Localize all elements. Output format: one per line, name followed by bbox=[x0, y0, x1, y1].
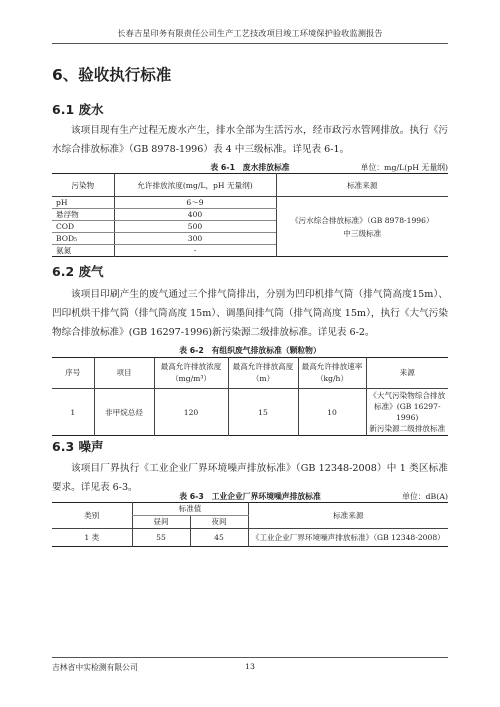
limit-cell: 500 bbox=[114, 221, 276, 233]
index-cell: 1 bbox=[70, 407, 76, 417]
pollutant-cell: pH bbox=[52, 197, 114, 209]
limit-cell: 400 bbox=[114, 209, 276, 221]
daytime-cell: 55 bbox=[132, 529, 190, 547]
item-cell: 非甲烷总烃 bbox=[94, 389, 154, 436]
col-source: 标准来源 bbox=[248, 503, 448, 529]
source-cell: 《工业企业厂界环境噪声排放标准》（GB 12348-2008） bbox=[248, 529, 448, 547]
exhaust-gas-paragraph: 该项目印刷产生的废气通过三个排气筒排出，分别为凹印机排气筒（排气筒高度15m）、凹印机烘干排气筒（排气筒高度 15m）、调墨间排气筒（排气筒高度 15m），执行《大气污染物综合排放标准》(GB 16297-1996)新污染源二级排放标准。详见表 6-2。 bbox=[52, 289, 448, 338]
col-nighttime: 夜间 bbox=[190, 516, 248, 529]
category-cell: 1 类 bbox=[84, 533, 100, 542]
nighttime-cell: 45 bbox=[190, 529, 248, 547]
exhaust-standard-table bbox=[52, 357, 448, 436]
col-source: 标准来源 bbox=[276, 174, 448, 197]
source-line: 《大气污染物综合排放 bbox=[369, 391, 446, 400]
table-6-3-unit: 单位：dB(A) bbox=[402, 492, 448, 501]
table-6-1-caption: 表 6-1 废水排放标准 bbox=[210, 163, 290, 172]
table-row bbox=[52, 389, 448, 436]
pollutant-cell: BOD₅ bbox=[52, 233, 114, 245]
concentration-cell: 120 bbox=[154, 389, 228, 436]
table-6-2-caption: 表 6-2 有组织废气排放标准（颗粒物） bbox=[179, 346, 321, 355]
col-index: 序号 bbox=[52, 358, 94, 389]
heading-wastewater: 6.1 废水 bbox=[52, 102, 104, 117]
col-standard-value: 标准值 bbox=[132, 503, 248, 516]
rate-cell: 10 bbox=[298, 389, 366, 436]
col-source: 来源 bbox=[366, 358, 448, 389]
source-line: 标准》(GB 16297-1996) bbox=[373, 402, 441, 422]
noise-standard-table bbox=[52, 502, 448, 547]
page-header: 长春吉星印务有限责任公司生产工艺技改项目竣工环境保护验收监测报告 bbox=[52, 28, 448, 44]
page-footer bbox=[52, 657, 448, 672]
col-max-concentration: 最高允许排放浓度（mg/m³） bbox=[154, 358, 228, 389]
col-stack-height: 最高允许排放高度（m） bbox=[228, 358, 298, 389]
source-cell bbox=[276, 197, 448, 257]
page-number: 13 bbox=[245, 662, 255, 671]
height-cell: 15 bbox=[228, 389, 298, 436]
source-line: 新污染源二级排放标准 bbox=[369, 424, 446, 433]
pollutant-cell: COD bbox=[52, 221, 114, 233]
source-cell bbox=[366, 389, 448, 436]
col-item: 项目 bbox=[94, 358, 154, 389]
limit-cell: 6～9 bbox=[114, 197, 276, 209]
col-pollutant: 污染物 bbox=[52, 174, 114, 197]
table-6-1-unit: 单位：mg/L(pH 无量纲) bbox=[360, 163, 448, 172]
pollutant-cell: 悬浮物 bbox=[52, 209, 114, 221]
pollutant-cell: 氨氮 bbox=[56, 246, 72, 255]
col-limit: 允许排放浓度(mg/L，pH 无量纲) bbox=[114, 174, 276, 197]
section-title: 6、验收执行标准 bbox=[52, 66, 172, 84]
col-emission-rate: 最高允许排放速率（kg/h） bbox=[298, 358, 366, 389]
limit-cell: 300 bbox=[114, 233, 276, 245]
heading-noise: 6.3 噪声 bbox=[52, 439, 104, 454]
limit-cell: - bbox=[114, 245, 276, 257]
noise-paragraph: 该项目厂界执行《工业企业厂界环境噪声排放标准》（GB 12348-2008）中 1 类区标准要求。详见表 6-3。 bbox=[52, 463, 448, 493]
table-row bbox=[52, 197, 448, 209]
table-row bbox=[52, 529, 448, 547]
wastewater-paragraph: 该项目现有生产过程无废水产生，排水全部为生活污水，经市政污水管网排放。执行《污水综合排放标准》（GB 8978-1996）表 4 中三级标准。详见表 6-1。 bbox=[52, 125, 448, 155]
footer-company: 吉林省中实检测有限公司 bbox=[52, 663, 138, 672]
table-6-3-caption: 表 6-3 工业企业厂界环境噪声排放标准 bbox=[179, 492, 321, 501]
col-daytime: 昼间 bbox=[132, 516, 190, 529]
source-line: 《污水综合排放标准》（GB 8978-1996） bbox=[290, 215, 434, 225]
source-line: 中三级标准 bbox=[343, 228, 382, 238]
col-category: 类别 bbox=[52, 503, 132, 529]
wastewater-standard-table bbox=[52, 173, 448, 257]
heading-exhaust-gas: 6.2 废气 bbox=[52, 264, 104, 279]
